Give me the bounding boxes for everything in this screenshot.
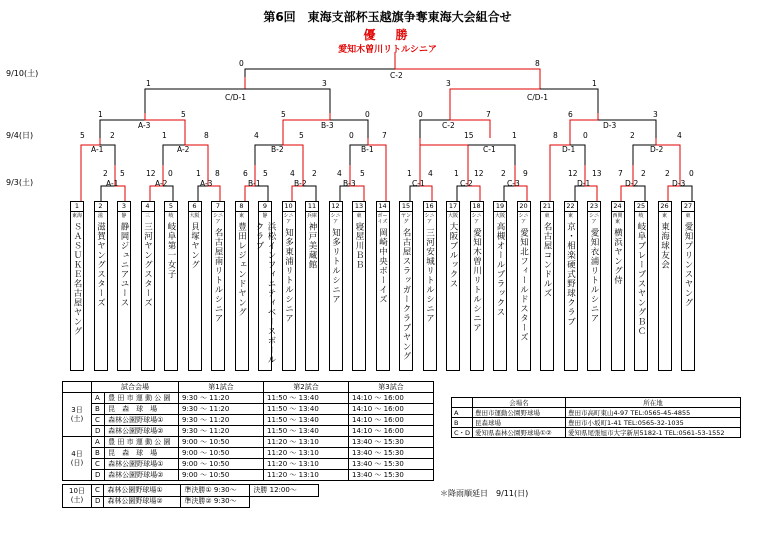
- score-c2-right: 7: [486, 110, 491, 119]
- team-region: 兵庫: [306, 213, 317, 219]
- row-venue: 豊 田 市 運 動 公 園: [105, 437, 179, 448]
- team-region: シニア: [424, 213, 435, 225]
- row-g1: 9:00 ～ 10:50: [179, 470, 264, 481]
- team-number: 27: [683, 202, 693, 210]
- team-column: [587, 201, 601, 371]
- label-r1a3: A-3: [200, 179, 213, 188]
- row-empty: [250, 496, 319, 508]
- team-name: 浜松インフィニティベースボールクラブ: [254, 222, 276, 365]
- score-r1c3-right: 9: [523, 169, 528, 178]
- team-number: 22: [566, 202, 575, 210]
- score-b1-left: 0: [349, 131, 354, 140]
- score-c2-left: 0: [418, 110, 423, 119]
- team-name: 岡崎中央ボーイズ: [377, 228, 388, 304]
- score-r1d2-right: 2: [641, 169, 646, 178]
- row-venue: 昆 森 球 場: [105, 404, 179, 415]
- team-name: 東海球友会: [659, 222, 670, 270]
- score-a3-right: 5: [181, 110, 186, 119]
- row-venue: 森林公園野球場②: [104, 496, 181, 508]
- score-r1b1-left: 6: [243, 169, 248, 178]
- team-region: シニア: [212, 213, 223, 225]
- team-column: [611, 201, 625, 371]
- row-g2: 11:50 ～ 13:40: [264, 393, 349, 404]
- row-g2: 11:20 ～ 13:10: [264, 448, 349, 459]
- team-name: 寝屋川ＢＢ: [354, 222, 364, 270]
- team-name: 愛知衣浦リトルシニア: [589, 228, 599, 323]
- score-d2-left: 2: [630, 131, 635, 140]
- row-g2: 11:20 ～ 13:10: [264, 437, 349, 448]
- team-name: 岐阜第一女子: [166, 222, 176, 279]
- team-region: シニア: [283, 213, 294, 225]
- team-number: 4: [142, 202, 154, 212]
- score-b3-right: 0: [365, 110, 370, 119]
- venue-corner: [452, 398, 473, 408]
- row-venue: 森林公園野球場②: [105, 470, 179, 481]
- schedule-day10: 10日 (土): [63, 485, 92, 508]
- row-key: D: [92, 426, 105, 437]
- team-number: 17: [448, 202, 458, 210]
- team-number: 14: [378, 202, 387, 210]
- team-number: 25: [636, 202, 646, 210]
- venue-addr: 豊田市高町東山4-97 TEL:0565-45-4855: [566, 408, 741, 418]
- team-column: [681, 201, 695, 371]
- team-name: 名古屋コンドルズ: [542, 222, 552, 298]
- team-region: 東: [567, 213, 573, 219]
- score-r1d1-right: 13: [592, 169, 602, 178]
- team-region: シニア: [588, 213, 599, 225]
- schedule-header-g1: 第1試合: [179, 382, 264, 393]
- score-cd1l-left: 1: [146, 79, 151, 88]
- row-g1: 9:00 ～ 10:50: [179, 448, 264, 459]
- label-d3: D-3: [603, 121, 617, 130]
- row-key: B: [92, 404, 105, 415]
- score-cd1l-right: 3: [322, 79, 327, 88]
- label-cd1l: C/D-1: [225, 93, 247, 102]
- team-number: 10: [284, 202, 293, 210]
- row-g2: 決勝 12:00～: [250, 485, 319, 497]
- team-region: 大阪: [447, 213, 458, 219]
- score-r1c2-right: 12: [474, 169, 484, 178]
- row-g1: 9:30 ～ 11:20: [179, 426, 264, 437]
- team-region: シニア: [518, 213, 529, 225]
- team-name: ＳＡＳＵＫＥ名古屋ヤング: [72, 222, 82, 336]
- team-region: 三: [144, 213, 150, 219]
- team-number: 26: [660, 202, 669, 210]
- team-region: ボーイズ: [377, 213, 388, 225]
- row-g2: 11:20 ～ 13:10: [264, 470, 349, 481]
- team-name: 横浜ヤング侍: [612, 228, 623, 285]
- team-number: 21: [542, 202, 552, 210]
- label-a3: A-3: [138, 121, 151, 130]
- date-round2: 9/4(日): [6, 131, 34, 140]
- venue-name: 愛知県森林公園野球場①②: [473, 428, 566, 438]
- team-name: 名古屋スラッガークラブヤング: [401, 228, 411, 361]
- label-b3: B-3: [321, 121, 334, 130]
- row-venue: 森林公園野球場①: [105, 415, 179, 426]
- label-cd1r: C/D-1: [527, 93, 549, 102]
- row-key: C: [92, 415, 105, 426]
- team-column: [117, 201, 131, 371]
- team-region: 東: [544, 213, 550, 219]
- venue-header-name: 会場名: [473, 398, 566, 408]
- label-r1a2: A-2: [155, 179, 168, 188]
- team-column: [540, 201, 554, 371]
- rain-date-note: ＊降雨順延日 9/11(日): [440, 489, 529, 498]
- score-a1-left: 5: [80, 131, 85, 140]
- row-g2: 11:20 ～ 13:10: [264, 459, 349, 470]
- row-g1: 9:00 ～ 10:50: [179, 459, 264, 470]
- row-venue: 森林公園野球場①: [105, 459, 179, 470]
- schedule-header-venue: 試合会場: [92, 382, 179, 393]
- team-column: [94, 201, 108, 371]
- score-r1d3-left: 2: [665, 169, 670, 178]
- row-g2: 11:50 ～ 13:40: [264, 426, 349, 437]
- score-r1d1-left: 12: [568, 169, 578, 178]
- team-region: 岐: [638, 213, 644, 219]
- score-r1b2-left: 4: [290, 169, 295, 178]
- score-r1c3-left: 2: [501, 169, 506, 178]
- score-r1d3-right: 0: [689, 169, 694, 178]
- schedule-corner: [63, 382, 92, 393]
- team-region: 東: [661, 213, 667, 219]
- score-r1d2-left: 7: [618, 169, 623, 178]
- team-number: 18: [472, 202, 481, 210]
- score-r1b3-left: 4: [337, 169, 342, 178]
- label-b1: B-1: [361, 145, 374, 154]
- score-r1c1-left: 1: [407, 169, 412, 178]
- row-g2: 11:50 ～ 13:40: [264, 415, 349, 426]
- row-venue: 森林公園野球場①: [104, 485, 181, 497]
- score-d2-right: 4: [677, 131, 682, 140]
- row-g3: 14:10 ～ 16:00: [349, 393, 434, 404]
- score-c1-left: 15: [464, 131, 474, 140]
- team-name: 三河安城リトルシニア: [424, 228, 435, 323]
- schedule-table-day10: [62, 484, 319, 508]
- team-name: 愛知プリンスヤング: [683, 222, 693, 308]
- venue-key: A: [452, 408, 473, 418]
- score-d1-left: 8: [553, 131, 558, 140]
- label-r1d1: D-1: [577, 179, 591, 188]
- label-r1c3: C-3: [507, 179, 520, 188]
- score-a1-right: 2: [110, 131, 115, 140]
- venue-header-addr: 所在地: [566, 398, 741, 408]
- row-venue: 昆 森 球 場: [105, 448, 179, 459]
- page-title: 第6回 東海支部杯玉越旗争奪東海大会組合せ: [263, 10, 512, 24]
- team-number: 2: [95, 202, 107, 212]
- label-r1b3: B-3: [343, 179, 356, 188]
- team-number: 7: [212, 202, 224, 212]
- team-number: 12: [331, 202, 340, 210]
- team-number: 6: [189, 202, 201, 212]
- score-b2-right: 5: [299, 131, 304, 140]
- team-name: 知多リトルシニア: [330, 228, 341, 304]
- date-final: 9/10(土): [6, 69, 39, 78]
- score-r1a2-left: 12: [146, 169, 156, 178]
- team-name: 岐阜ブレーブスヤングＢＣ: [636, 222, 646, 336]
- team-number: 9: [259, 202, 271, 212]
- row-key: B: [92, 448, 105, 459]
- row-g1: 9:30 ～ 11:20: [179, 415, 264, 426]
- score-final-left: 0: [239, 59, 244, 68]
- team-name: 大阪ブルックス: [448, 222, 458, 289]
- team-region: 西関東: [612, 213, 623, 225]
- team-name: 神戸美蔵館: [307, 222, 317, 270]
- team-column: [634, 201, 648, 371]
- team-name: 滋賀ヤングスターズ: [95, 222, 106, 308]
- score-cd1r-left: 3: [446, 79, 451, 88]
- team-region: 東: [685, 213, 691, 219]
- score-r1a2-right: 0: [168, 169, 173, 178]
- row-key: A: [92, 393, 105, 404]
- row-g1: 9:00 ～ 10:50: [179, 437, 264, 448]
- label-final: C-2: [390, 71, 403, 80]
- score-cd1r-right: 1: [592, 79, 597, 88]
- team-name: 京・相楽硬式野球クラブ: [565, 222, 576, 327]
- team-region: 静: [121, 213, 127, 219]
- score-r1b2-right: 2: [312, 169, 317, 178]
- team-name: 高槻オールブラックス: [495, 222, 505, 317]
- schedule-table-days34: [62, 381, 434, 481]
- row-g3: 14:10 ～ 16:00: [349, 415, 434, 426]
- venue-key: B: [452, 418, 473, 428]
- team-number: 16: [425, 202, 434, 210]
- team-number: 23: [589, 202, 599, 210]
- row-key: C: [92, 485, 104, 497]
- label-a2: A-2: [177, 145, 190, 154]
- row-g1: 9:30 ～ 11:20: [179, 393, 264, 404]
- date-round1: 9/3(土): [6, 178, 34, 187]
- score-a3-left: 1: [98, 110, 103, 119]
- label-r1c2: C-2: [460, 179, 473, 188]
- row-g3: 14:10 ～ 16:00: [349, 426, 434, 437]
- row-key: D: [92, 496, 104, 508]
- team-name: 知多東浦リトルシニア: [283, 228, 294, 323]
- team-name: 愛知木曽川リトルシニア: [471, 228, 482, 333]
- row-key: A: [92, 437, 105, 448]
- team-number: 15: [401, 202, 411, 210]
- team-region: 岐: [168, 213, 174, 219]
- team-column: [564, 201, 578, 371]
- team-column: [164, 201, 178, 371]
- score-d3-left: 6: [568, 110, 573, 119]
- label-r1d3: D-3: [672, 179, 686, 188]
- label-d2: D-2: [650, 145, 664, 154]
- team-region: 静: [262, 213, 268, 219]
- team-column: [305, 201, 319, 371]
- team-column: [446, 201, 460, 371]
- team-column: [211, 201, 225, 371]
- score-r1a1-left: 2: [103, 169, 108, 178]
- label-b2: B-2: [271, 145, 284, 154]
- score-c1-right: 1: [512, 131, 517, 140]
- label-r1c1: C-1: [412, 179, 425, 188]
- team-number: 13: [354, 202, 364, 210]
- venue-table: [451, 397, 741, 438]
- team-name: 静岡ジュニアユース: [119, 222, 129, 308]
- team-column: [282, 201, 296, 371]
- row-g1: 9:30 ～ 11:20: [179, 404, 264, 415]
- team-region: 東: [238, 213, 244, 219]
- champion-team: 愛知木曽川リトルシニア: [338, 45, 437, 55]
- label-d1: D-1: [562, 145, 576, 154]
- score-final-right: 8: [535, 59, 540, 68]
- label-a1: A-1: [91, 145, 104, 154]
- label-c2: C-2: [442, 121, 455, 130]
- score-r1a3-right: 8: [215, 169, 220, 178]
- score-b1-right: 7: [382, 131, 387, 140]
- score-d1-right: 0: [583, 131, 588, 140]
- team-name: 貝塚ヤング: [189, 222, 200, 270]
- label-c1: C-1: [483, 145, 496, 154]
- team-name: 豊田レジェンドヤング: [236, 222, 247, 317]
- team-number: 5: [165, 202, 177, 212]
- venue-addr: 愛知県尾張旭市大字新居5182-1 TEL:0561-53-1552: [566, 428, 741, 438]
- row-key: C: [92, 459, 105, 470]
- row-g3: 13:40 ～ 15:30: [349, 437, 434, 448]
- score-b2-left: 4: [254, 131, 259, 140]
- team-column: [493, 201, 507, 371]
- team-region: ヤング: [401, 213, 411, 225]
- team-column: [254, 201, 276, 371]
- label-r1d2: D-2: [625, 179, 639, 188]
- schedule-header-g2: 第2試合: [264, 382, 349, 393]
- team-column: [188, 201, 202, 371]
- team-region: シニア: [330, 213, 341, 225]
- row-g3: 14:10 ～ 16:00: [349, 404, 434, 415]
- team-column: [517, 201, 531, 371]
- label-r1b1: B-1: [248, 179, 261, 188]
- team-column: [399, 201, 413, 371]
- row-venue: 豊 田 市 運 動 公 園: [105, 393, 179, 404]
- team-column: [70, 201, 84, 371]
- venue-addr: 豊田市小坂町1-41 TEL:0565-32-1035: [566, 418, 741, 428]
- team-column: [329, 201, 343, 371]
- team-column: [141, 201, 155, 371]
- team-number: 19: [495, 202, 505, 210]
- score-r1b3-right: 5: [360, 169, 365, 178]
- team-column: [376, 201, 390, 371]
- team-region: 大阪: [189, 213, 200, 219]
- team-region: 滋: [97, 213, 103, 219]
- team-column: [658, 201, 672, 371]
- score-r1b1-right: 5: [263, 169, 268, 178]
- team-region: 東: [356, 213, 362, 219]
- schedule-day3: 3日 (土): [63, 393, 92, 437]
- row-g3: 13:40 ～ 15:30: [349, 448, 434, 459]
- score-a2-left: 1: [162, 131, 167, 140]
- team-region: 東海: [71, 213, 82, 219]
- row-g2: 11:50 ～ 13:40: [264, 404, 349, 415]
- team-number: 1: [71, 202, 83, 212]
- row-venue: 森林公園野球場②: [105, 426, 179, 437]
- team-number: 8: [236, 202, 248, 212]
- row-g3: 13:40 ～ 15:30: [349, 470, 434, 481]
- score-r1a1-right: 5: [120, 169, 125, 178]
- row-g3: 13:40 ～ 15:30: [349, 459, 434, 470]
- team-name: 名古屋南リトルシニア: [213, 228, 223, 323]
- team-column: [423, 201, 437, 371]
- team-region: 大阪: [494, 213, 505, 219]
- team-column: [352, 201, 366, 371]
- venue-name: 昆森球場: [473, 418, 566, 428]
- score-r1c2-left: 1: [454, 169, 459, 178]
- score-r1a3-left: 1: [196, 169, 201, 178]
- team-column: [470, 201, 484, 371]
- team-name: 愛知北フィールドスターズ: [518, 228, 529, 342]
- champion-label: 優 勝: [363, 28, 412, 42]
- schedule-day4: 4日 (日): [63, 437, 92, 481]
- row-key: D: [92, 470, 105, 481]
- team-number: 20: [519, 202, 528, 210]
- score-r1c1-right: 4: [428, 169, 433, 178]
- schedule-header-g3: 第3試合: [349, 382, 434, 393]
- score-a2-right: 8: [204, 131, 209, 140]
- label-r1b2: B-2: [294, 179, 307, 188]
- team-region: シニア: [471, 213, 482, 225]
- label-r1a1: A-1: [106, 179, 119, 188]
- team-name: 三河ヤングスターズ: [142, 222, 153, 308]
- team-number: 3: [118, 202, 130, 212]
- score-d3-right: 3: [653, 110, 658, 119]
- row-g1: 準決勝① 9:30～: [181, 485, 250, 497]
- score-b3-left: 5: [281, 110, 286, 119]
- team-number: 11: [307, 202, 317, 210]
- team-column: [235, 201, 249, 371]
- venue-name: 豊田市運動公園野球場: [473, 408, 566, 418]
- venue-key: C・D: [452, 428, 473, 438]
- row-g1: 準決勝② 9:30～: [181, 496, 250, 508]
- team-number: 24: [613, 202, 622, 210]
